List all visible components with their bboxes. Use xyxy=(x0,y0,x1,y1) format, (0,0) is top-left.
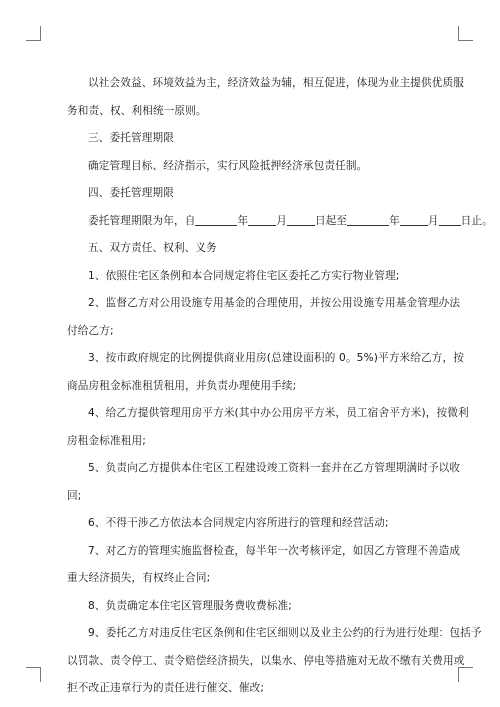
text-line: 拒不改正违章行为的责任进行催交、催改; xyxy=(67,682,265,694)
term-text: 日起至 xyxy=(314,214,348,227)
crop-mark-top-right xyxy=(458,26,473,41)
text-line: 6、不得干涉乙方依法本合同规定内容所进行的管理和经营活动; xyxy=(88,517,389,529)
term-line xyxy=(67,208,493,236)
text-line: 重大经济损失，有权终止合同; xyxy=(67,572,211,584)
term-text: 月 xyxy=(276,214,287,227)
text-line: 三、委托管理期限 xyxy=(88,132,174,144)
text-line: 9、委托乙方对违反住宅区条例和住宅区细则以及业主公约的行为进行处理：包括予 xyxy=(88,627,482,639)
text-line: 回; xyxy=(67,489,82,502)
text-line: 2、监督乙方对公用设施专用基金的合理使用，并按公用设施专用基金管理办法 xyxy=(88,297,461,309)
text-line: 以罚款、责令停工、责令赔偿经济损失，以集水、停电等措施对无故不缴有关费用或 xyxy=(67,654,465,667)
term-text: 月 xyxy=(427,214,439,227)
term-text: 委托管理期限为年，自 xyxy=(88,214,196,227)
text-line: 确定管理目标、经济指示，实行风险抵押经济承包责任制。 xyxy=(88,159,368,172)
fill-blank xyxy=(287,213,315,226)
text-line: 房租金标准租用; xyxy=(67,434,146,447)
fill-blank xyxy=(400,213,428,226)
term-text: 日止。 xyxy=(460,214,493,227)
document-body xyxy=(67,70,493,703)
fill-blank xyxy=(439,213,461,226)
text-line: 四、委托管理期限 xyxy=(88,187,174,199)
crop-mark-bottom-right xyxy=(458,667,473,682)
text-line: 4、给乙方提供管理用房平方米(其中办公用房平方米，员工宿舍平方米)，按微利 xyxy=(88,407,469,419)
text-line: 五、双方责任、权利、义务 xyxy=(88,242,217,254)
text-line: 务和责、权、利相统一原则。 xyxy=(67,104,207,117)
text-line: 商品房租金标准租赁租用，并负责办理使用手续; xyxy=(67,379,297,392)
fill-blank xyxy=(248,213,276,226)
crop-mark-bottom-left xyxy=(26,667,41,682)
fill-blank xyxy=(347,213,389,226)
term-text: 年 xyxy=(389,214,400,227)
crop-mark-top-left xyxy=(26,26,41,41)
text-line: 1、依照住宅区条例和本合同规定将住宅区委托乙方实行物业管理; xyxy=(88,269,400,282)
text-line: 付给乙方; xyxy=(67,324,114,337)
fill-blank xyxy=(195,213,237,226)
text-line: 3、按市政府规定的比例提供商业用房(总建设面积的 0。5%)平方米给乙方，按 xyxy=(88,352,465,364)
text-line: 5、负责向乙方提供本住宅区工程建设竣工资料一套并在乙方管理期满时予以收 xyxy=(88,462,461,474)
term-text: 年 xyxy=(237,214,249,227)
text-line: 7、对乙方的管理实施监督检查，每半年一次考核评定，如因乙方管理不善造成 xyxy=(88,544,461,557)
text-line: 8、负责确定本住宅区管理服务费收费标准; xyxy=(88,599,292,612)
text-line: 以社会效益、环境效益为主，经济效益为辅，相互促进，体现为业主提供优质服 xyxy=(88,77,465,89)
